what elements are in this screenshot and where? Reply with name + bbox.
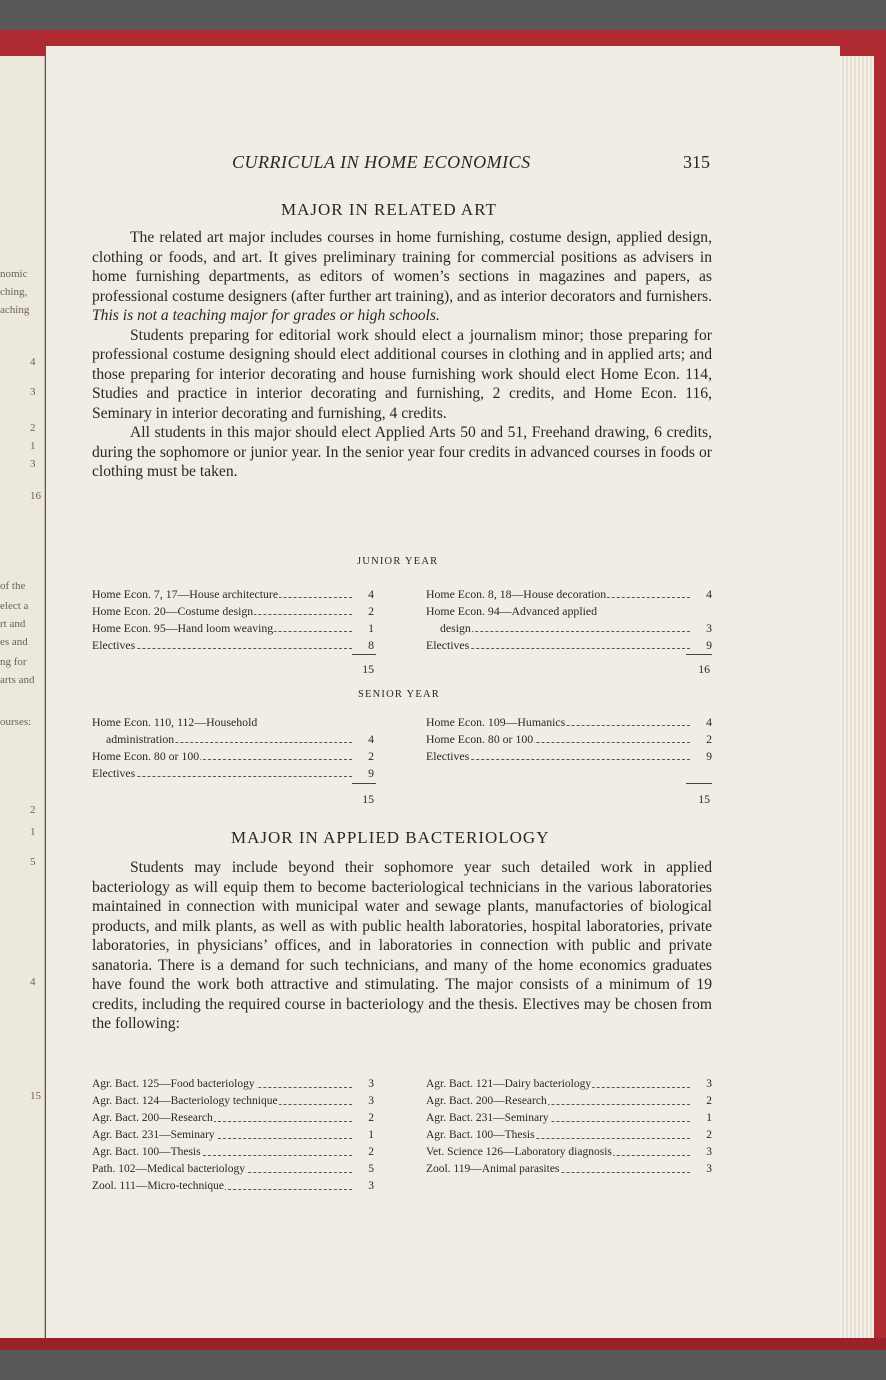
paragraph: All students in this major should elect Applied Arts 50 and 51, Freehand drawing, 6 credits, during the sophomore or junior year. In the senior year four credits in advanced courses in foods or clothing must be taken. [92, 424, 712, 480]
facing-page-fragment: 1 [30, 826, 36, 838]
course-row: Electives 8 [92, 638, 374, 652]
total-rule [352, 783, 376, 784]
senior-year-caption: SENIOR YEAR [358, 689, 440, 700]
total-rule [686, 783, 712, 784]
junior-year-caption: JUNIOR YEAR [357, 556, 439, 567]
facing-page-fragment: 4 [30, 976, 36, 988]
elective-row: Agr. Bact. 121—Dairy bacteriology 3 [426, 1078, 712, 1090]
senior-right-total: 15 [698, 792, 710, 806]
facing-page-fragment: elect a [0, 600, 29, 612]
elective-row: Agr. Bact. 100—Thesis 2 [92, 1146, 374, 1158]
facing-page-fragment: of the [0, 580, 26, 592]
running-header: CURRICULA IN HOME ECONOMICS [232, 152, 531, 172]
course-row: Electives 9 [92, 766, 374, 780]
section-heading-applied-bacteriology: MAJOR IN APPLIED BACTERIOLOGY [231, 828, 550, 847]
facing-page-fragment: ching, [0, 286, 28, 298]
facing-page-fragment: ourses: [0, 716, 32, 728]
junior-right-total: 16 [698, 662, 710, 676]
facing-page-fragment: 5 [30, 856, 36, 868]
course-row: Home Econ. 80 or 100 2 [426, 732, 712, 746]
paragraph: Students may include beyond their sophomore year such detailed work in applied bacteriology as will equip them to become bacteriological technicians in the various laboratories maintained in connection with municipal water and sewage plants, manufactories of biological products, and milk plants, as well as with public health laboratories, hospital laboratories, private laboratories, in physicians’ offices, and in laboratories in connection with public and private sanatoria. There is a demand for such technicians, and many of the home economics graduates have found the work both attractive and stimulating. The major consists of a minimum of 19 credits, including the required course in bacteriology and the thesis. Electives may be chosen from the following: [92, 859, 712, 1032]
course-row: Home Econ. 20—Costume design 2 [92, 604, 374, 618]
paragraph: The related art major includes courses in home furnishing, costume design, applied design, clothing or foods, and art. It gives preliminary training for commercial positions as advisers in home furnishing departments, as editors of women’s sections in magazines and papers, as professional costume designers (after further art training), and as interior decorators and furnishers. This is not a teaching major for grades or high schools. [92, 229, 712, 324]
facing-page-fragment: es and [0, 636, 28, 648]
course-row: Home Econ. 95—Hand loom weaving 1 [92, 621, 374, 635]
senior-left-total: 15 [362, 792, 374, 806]
page-number: 315 [683, 152, 710, 172]
facing-page-fragment: 16 [30, 490, 41, 502]
elective-row: Agr. Bact. 125—Food bacteriology 3 [92, 1078, 374, 1090]
section-heading-related-art: MAJOR IN RELATED ART [281, 200, 497, 219]
elective-row: Zool. 119—Animal parasites 3 [426, 1163, 712, 1175]
course-row: Home Econ. 110, 112—Household [92, 715, 258, 729]
facing-page-fragment: rt and [0, 618, 26, 630]
facing-page-fragment: arts and [0, 674, 35, 686]
paragraph: Students preparing for editorial work should elect a journalism minor; those preparing for professional costume designing should elect additional courses in clothing and in applied arts; and those preparing for interior decorating and house furnishing work should elect Home Econ. 114, Studies and practice in interior decorating and furnishing, 2 credits, and Home Econ. 116, Seminary in interior decorating and furnishing, 4 credits. [92, 326, 712, 422]
course-row: Home Econ. 8, 18—House decoration 4 [426, 587, 712, 601]
elective-row: Agr. Bact. 124—Bacteriology technique 3 [92, 1095, 374, 1107]
course-row: administration 4 [106, 732, 374, 746]
total-rule [352, 654, 376, 655]
elective-row: Agr. Bact. 200—Research 2 [92, 1112, 374, 1124]
facing-page-fragment: 4 [30, 356, 36, 368]
elective-row: Agr. Bact. 231—Seminary 1 [92, 1129, 374, 1141]
elective-row: Zool. 111—Micro-technique 3 [92, 1180, 374, 1192]
emphasis-note: This is not a teaching major for grades or high schools. [92, 307, 440, 324]
facing-page-fragment: 3 [30, 458, 36, 470]
course-row: Electives 9 [426, 749, 712, 763]
book-cover-bottom [0, 1338, 886, 1350]
facing-page-fragment: 1 [30, 440, 36, 452]
course-row: Home Econ. 7, 17—House architecture 4 [92, 587, 374, 601]
total-rule [686, 654, 712, 655]
applied-bacteriology-text [92, 858, 712, 1034]
facing-page-fragment: 15 [30, 1090, 41, 1102]
facing-page-fragment: 3 [30, 386, 36, 398]
elective-row: Agr. Bact. 100—Thesis 2 [426, 1129, 712, 1141]
facing-page-fragment: nomic [0, 268, 28, 280]
facing-page-fragment: aching [0, 304, 30, 316]
elective-row: Agr. Bact. 231—Seminary 1 [426, 1112, 712, 1124]
page-block-edges [836, 56, 874, 1338]
elective-row: Vet. Science 126—Laboratory diagnosis 3 [426, 1146, 712, 1158]
facing-page-fragment: 2 [30, 422, 36, 434]
related-art-text [92, 228, 712, 482]
facing-page-fragment: 2 [30, 804, 36, 816]
junior-left-total: 15 [362, 662, 374, 676]
course-row: Home Econ. 80 or 100 2 [92, 749, 374, 763]
course-row: design 3 [440, 621, 712, 635]
elective-row: Path. 102—Medical bacteriology 5 [92, 1163, 374, 1175]
course-row: Home Econ. 94—Advanced applied [426, 604, 598, 618]
facing-page-edge [0, 56, 45, 1338]
course-row: Electives 9 [426, 638, 712, 652]
course-row: Home Econ. 109—Humanics 4 [426, 715, 712, 729]
facing-page-fragment: ng for [0, 656, 27, 668]
elective-row: Agr. Bact. 200—Research 2 [426, 1095, 712, 1107]
